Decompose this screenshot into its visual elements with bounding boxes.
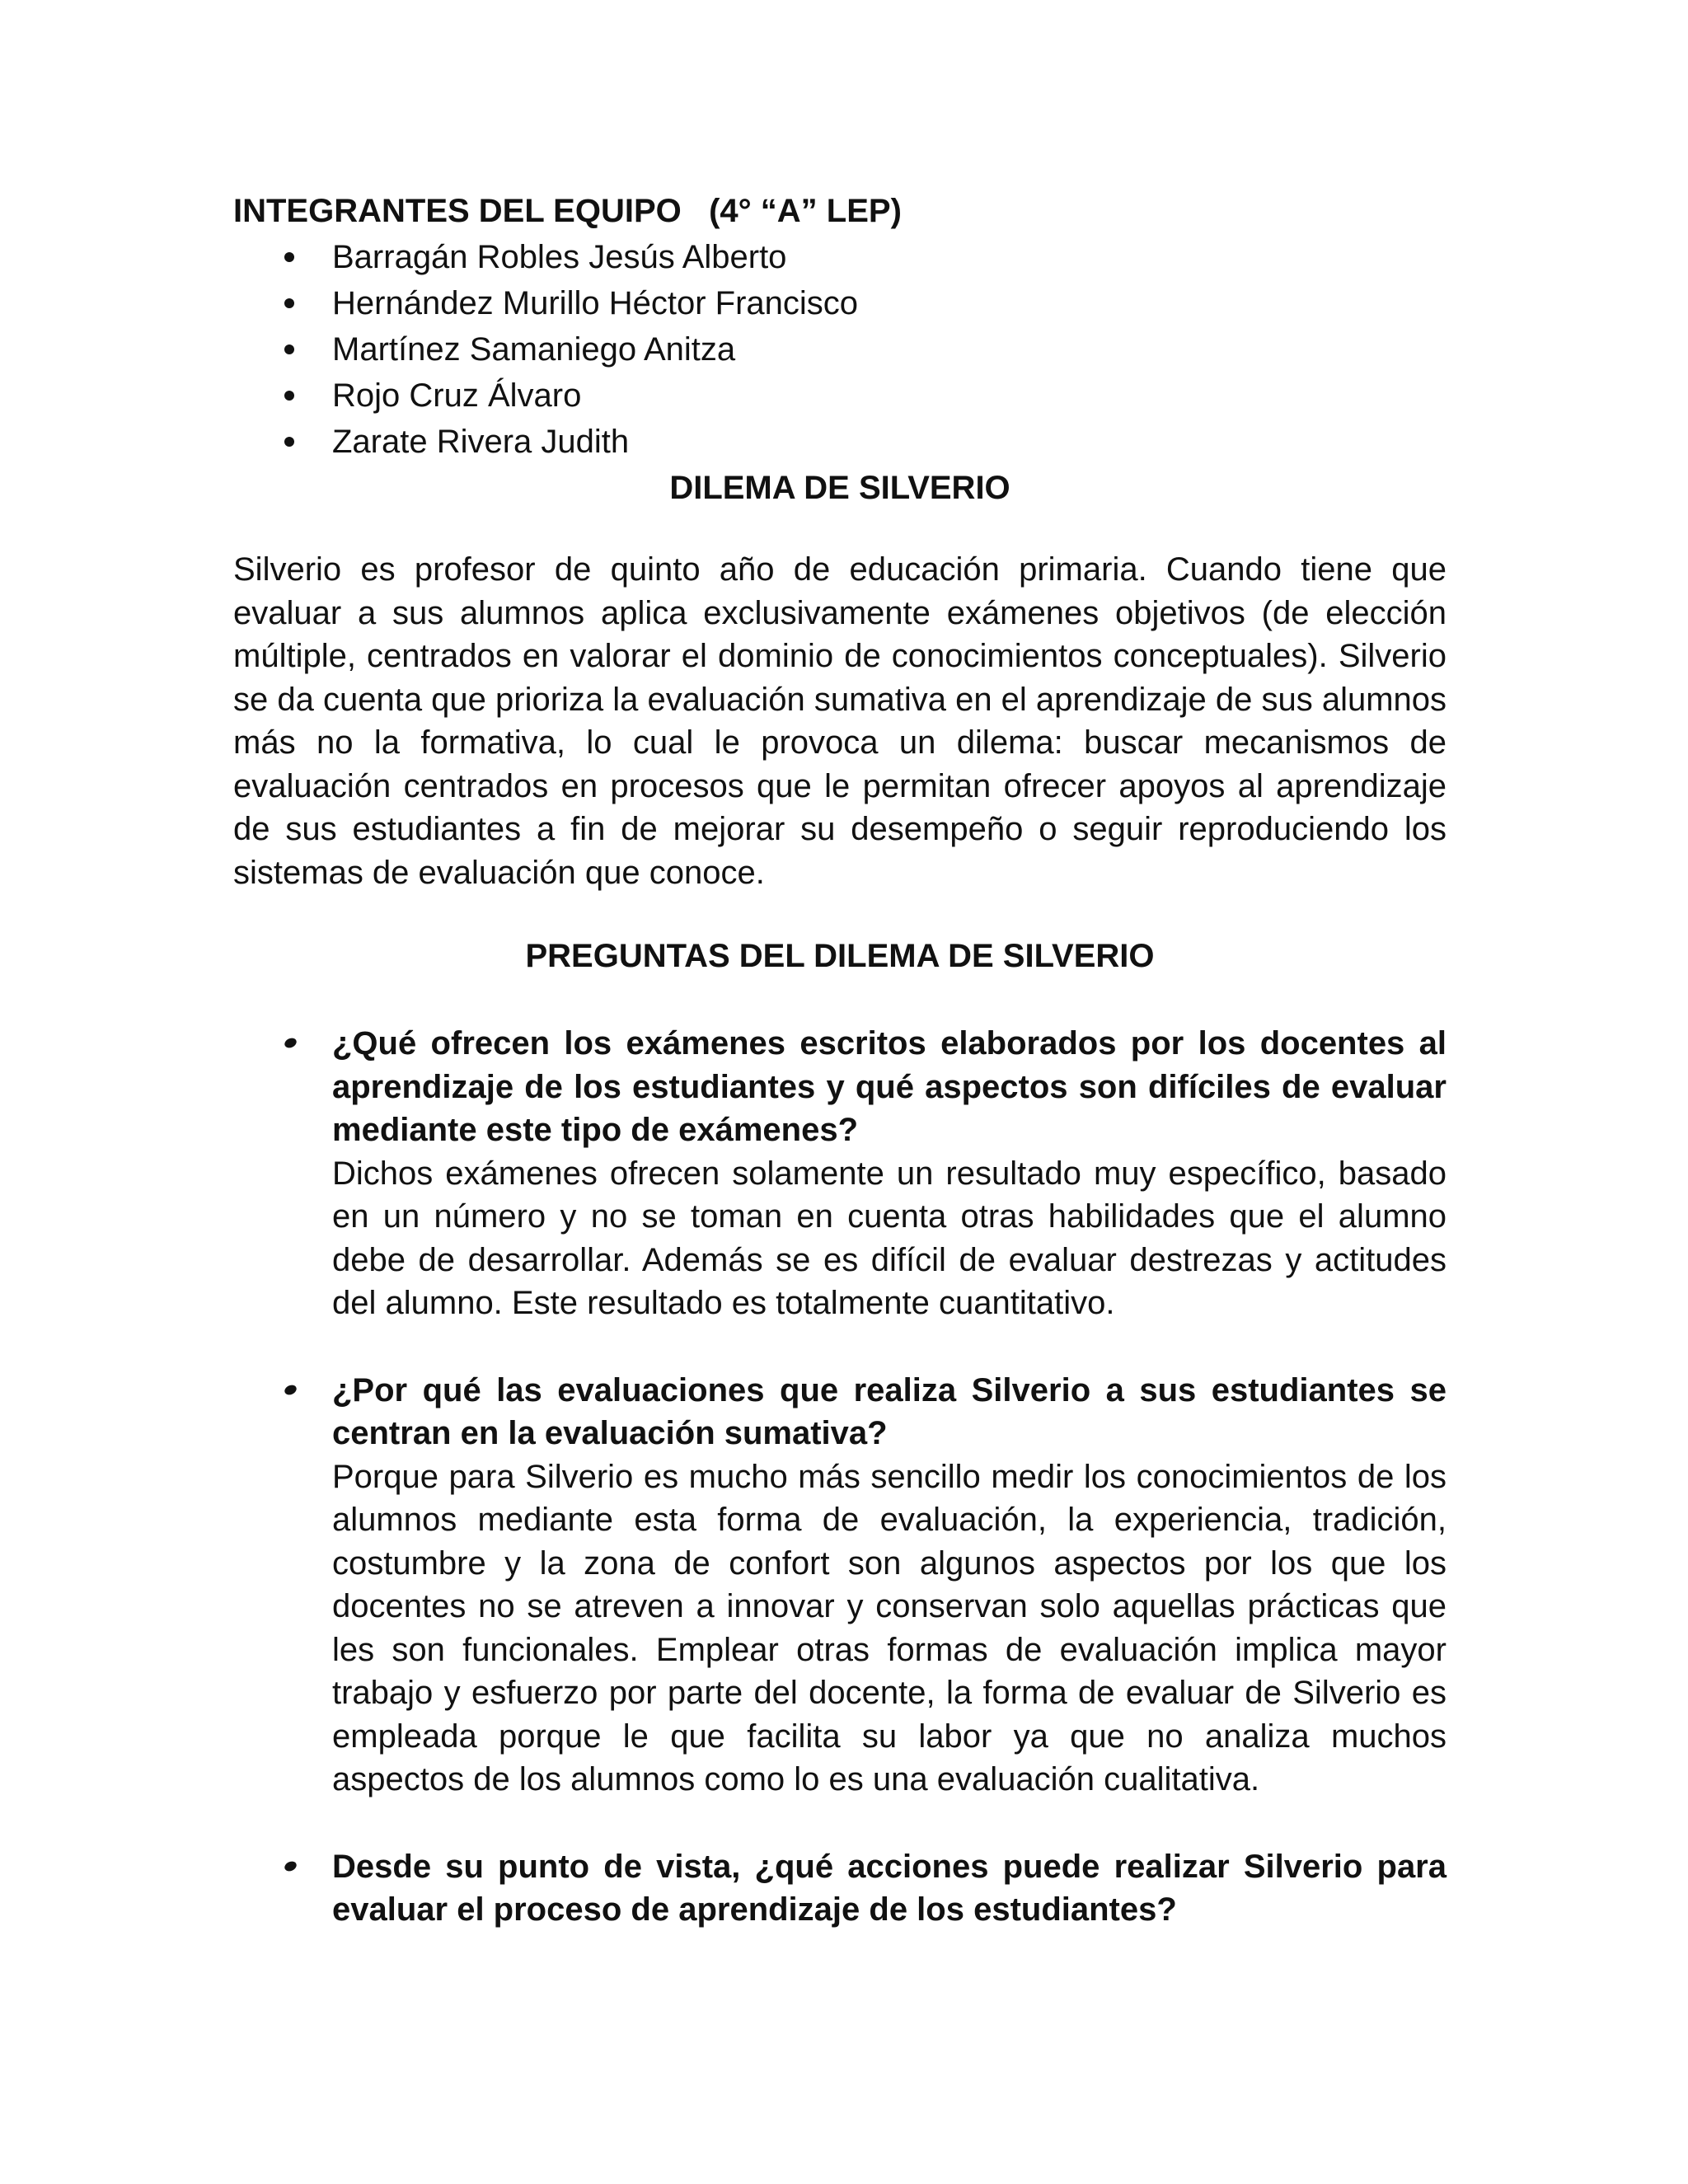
bullet-icon (284, 437, 294, 447)
question-item (233, 1845, 1447, 1932)
question-list (233, 1022, 1447, 1932)
bullet-icon (284, 252, 294, 262)
bullet-icon (284, 344, 294, 354)
team-member-name: Rojo Cruz Álvaro (332, 377, 582, 414)
document-page (233, 188, 1447, 1932)
team-member-name: Hernández Murillo Héctor Francisco (332, 285, 859, 321)
question-text: Desde su punto de vista, ¿qué acciones puede realizar Silverio para evaluar el proceso de aprendizaje de los estudiantes? (332, 1848, 1447, 1928)
bullet-icon (283, 1383, 298, 1396)
question-text: ¿Qué ofrecen los exámenes escritos elaborados por los docentes al aprendizaje de los estudiantes y qué aspectos son difíciles de evaluar mediante este tipo de exámenes? (332, 1025, 1447, 1148)
team-member-list (233, 234, 1447, 465)
bullet-icon (283, 1036, 298, 1049)
team-heading: INTEGRANTES DEL EQUIPO (4° “A” LEP) (233, 193, 902, 229)
answer-text: Porque para Silverio es mucho más sencillo medir los conocimientos de los alumnos mediante esta forma de evaluación, la experiencia, tradición, costumbre y la zona de confort son algunos aspectos por los que los docentes no se atreven a innovar y conservan solo aquellas prácticas que les son funcionales. Emplear otras formas de evaluación implica mayor trabajo y esfuerzo por parte del docente, la forma de evaluar de Silverio es empleada porque le que facilita su labor ya que no analiza muchos aspectos de los alumnos como lo es una evaluación cualitativa. (332, 1458, 1447, 1797)
team-member (233, 373, 1447, 419)
bullet-icon (284, 391, 294, 401)
team-member (233, 280, 1447, 326)
bullet-icon (284, 298, 294, 308)
answer-text: Dichos exámenes ofrecen solamente un resultado muy específico, basado en un número y no se toman en cuenta otras habilidades que el alumno debe de desarrollar. Además se es difícil de evaluar destrezas y actitudes del alumno. Este resultado es totalmente cuantitativo. (332, 1155, 1447, 1321)
question-text: ¿Por qué las evaluaciones que realiza Silverio a sus estudiantes se centran en la evaluación sumativa? (332, 1371, 1447, 1451)
team-member-name: Zarate Rivera Judith (332, 424, 630, 460)
question-item (233, 1369, 1447, 1802)
team-member (233, 234, 1447, 280)
questions-title: PREGUNTAS DEL DILEMA DE SILVERIO (525, 938, 1155, 974)
team-member-name: Barragán Robles Jesús Alberto (332, 239, 787, 275)
bullet-icon (283, 1859, 298, 1872)
dilemma-title: DILEMA DE SILVERIO (669, 470, 1010, 506)
team-member-name: Martínez Samaniego Anitza (332, 331, 736, 368)
team-member (233, 419, 1447, 465)
team-member (233, 326, 1447, 373)
question-item (233, 1022, 1447, 1325)
dilemma-text: Silverio es profesor de quinto año de educación primaria. Cuando tiene que evaluar a sus alumnos aplica exclusivamente exámenes objetivos (de elección múltiple, centrados en valorar el dominio de conocimientos conceptuales). Silverio se da cuenta que prioriza la evaluación sumativa en el aprendizaje de sus alumnos más no la formativa, lo cual le provoca un dilema: buscar mecanismos de evaluación centrados en procesos que le permitan ofrecer apoyos al aprendizaje de sus estudiantes a fin de mejorar su desempeño o seguir reproduciendo los sistemas de evaluación que conoce. (233, 551, 1447, 891)
